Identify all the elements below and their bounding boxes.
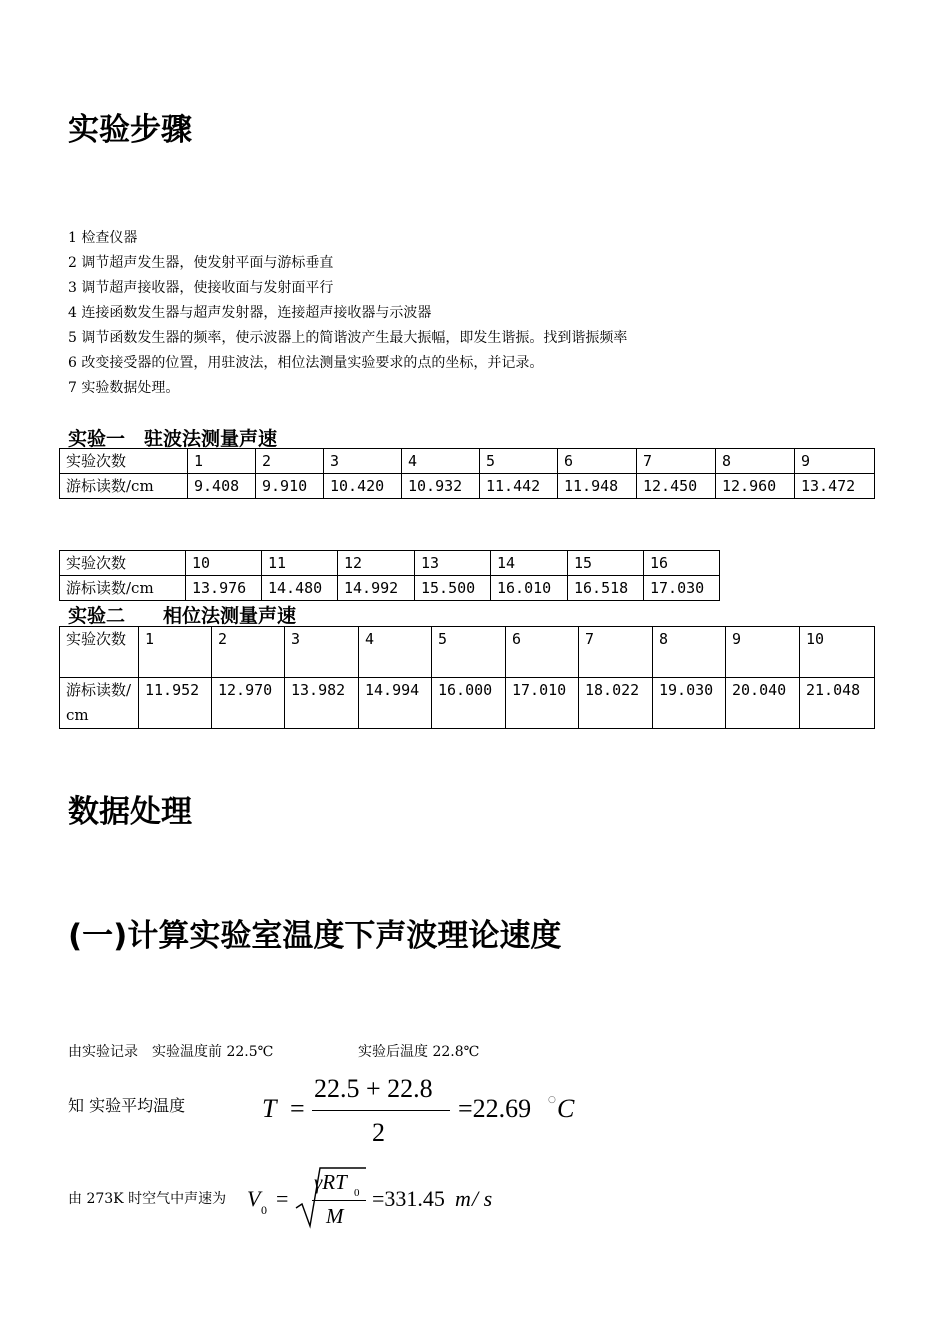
table-cell: 9.910 [256,474,324,499]
table-cell: 11 [262,551,338,576]
formula-equals-2: = [276,1186,289,1211]
table-cell: 16.000 [432,678,506,729]
table-cell: 8 [653,627,726,678]
table-cell: 9.408 [188,474,256,499]
steps-heading: 实验步骤 [68,112,192,148]
formula-gamma-R-T: γRT [314,1170,347,1194]
table-cell: 10 [800,627,875,678]
table-cell: 19.030 [653,678,726,729]
table-cell: 10.420 [324,474,402,499]
formula-equals: = [290,1094,305,1123]
table-cell: 3 [285,627,359,678]
table-cell: 1 [188,449,256,474]
step-item: 1 检查仪器 [68,230,138,246]
table-cell: 18.022 [579,678,653,729]
step-item: 2 调节超声发生器，使发射平面与游标垂直 [68,255,334,271]
table-cell: 7 [579,627,653,678]
step-item: 4 连接函数发生器与超声发射器，连接超声接收器与示波器 [68,305,432,321]
table-cell: 2 [256,449,324,474]
table-cell: 14.994 [359,678,432,729]
data-processing-heading: 数据处理 [68,794,192,830]
table-cell: 16.010 [491,576,568,601]
table-cell: 13 [415,551,491,576]
step-item: 3 调节超声接收器，使接收面与发射面平行 [68,280,334,296]
table-cell: 6 [558,449,637,474]
v0-label: 由 273K 时空气中声速为 [68,1191,227,1207]
step-item: 6 改变接受器的位置，用驻波法，相位法测量实验要求的点的坐标，并记录。 [68,355,544,371]
temperature-after: 实验后温度 22.8℃ [358,1044,480,1060]
table-cell: 1 [139,627,212,678]
exp2-title: 实验二 相位法测量声速 [68,605,297,627]
table-cell: 3 [324,449,402,474]
formula-M: M [326,1204,344,1228]
table-cell: 17.030 [644,576,720,601]
step-item: 5 调节函数发生器的频率，使示波器上的简谐波产生最大振幅，即发生谐振。找到谐振频率 [68,330,628,346]
table-cell: 16 [644,551,720,576]
table-cell: 10.932 [402,474,480,499]
exp2-table [59,626,875,729]
table-cell: 21.048 [800,678,875,729]
table-cell: 14.480 [262,576,338,601]
formula-denominator: 2 [372,1118,385,1147]
table-cell: 11.952 [139,678,212,729]
part1-heading: (一)计算实验室温度下声波理论速度 [68,918,562,954]
table-cell: 4 [359,627,432,678]
table-cell: 10 [186,551,262,576]
exp1-table-b [59,550,720,601]
avg-temp-label: 知 实验平均温度 [68,1096,186,1115]
table-row [60,551,720,576]
table-row [60,576,720,601]
exp1-title: 实验一 驻波法测量声速 [68,428,278,450]
row-label: 游标读数/cm [60,576,186,601]
table-cell: 20.040 [726,678,800,729]
table-cell: 12.970 [212,678,285,729]
table-cell: 14 [491,551,568,576]
table-cell: 12.450 [637,474,716,499]
row-label: 游标读数/cm [60,678,139,729]
table-cell: 16.518 [568,576,644,601]
table-row [60,474,875,499]
formula-v0-result: =331.45 [372,1186,445,1211]
table-row [60,678,875,729]
fraction-bar [312,1110,450,1111]
step-item: 7 实验数据处理。 [68,380,180,396]
formula-V-subscript: 0 [261,1203,267,1217]
table-cell: 11.948 [558,474,637,499]
table-cell: 14.992 [338,576,415,601]
table-cell: 9 [726,627,800,678]
row-label: 游标读数/cm [60,474,188,499]
table-row [60,627,875,678]
table-cell: 5 [480,449,558,474]
row-label: 实验次数 [60,449,188,474]
row-label: 实验次数 [60,551,186,576]
formula-C-unit: C [557,1094,575,1123]
table-cell: 11.442 [480,474,558,499]
row-label: 实验次数 [60,627,139,678]
table-cell: 5 [432,627,506,678]
table-cell: 2 [212,627,285,678]
table-cell: 13.472 [795,474,875,499]
table-cell: 17.010 [506,678,579,729]
sqrt-fraction-bar [312,1200,366,1201]
table-cell: 7 [637,449,716,474]
table-cell: 6 [506,627,579,678]
table-cell: 13.976 [186,576,262,601]
table-cell: 13.982 [285,678,359,729]
formula-V-symbol: V [247,1186,261,1211]
table-cell: 12.960 [716,474,795,499]
table-cell: 9 [795,449,875,474]
table-cell: 12 [338,551,415,576]
formula-unit-rest: / s [472,1186,493,1211]
formula-numerator: 22.5 + 22.8 [314,1074,433,1103]
table-cell: 4 [402,449,480,474]
formula-T-symbol: T [262,1094,277,1123]
exp1-table-a [59,448,875,499]
formula-T-subscript: 0 [354,1187,360,1199]
formula-unit-m: m [455,1186,471,1211]
formula-T-result: =22.69 [458,1094,532,1123]
table-cell: 15 [568,551,644,576]
table-row [60,449,875,474]
degree-symbol: ○ [548,1095,556,1105]
table-cell: 15.500 [415,576,491,601]
table-cell: 8 [716,449,795,474]
temperature-record: 由实验记录 实验温度前 22.5℃ [68,1044,274,1060]
